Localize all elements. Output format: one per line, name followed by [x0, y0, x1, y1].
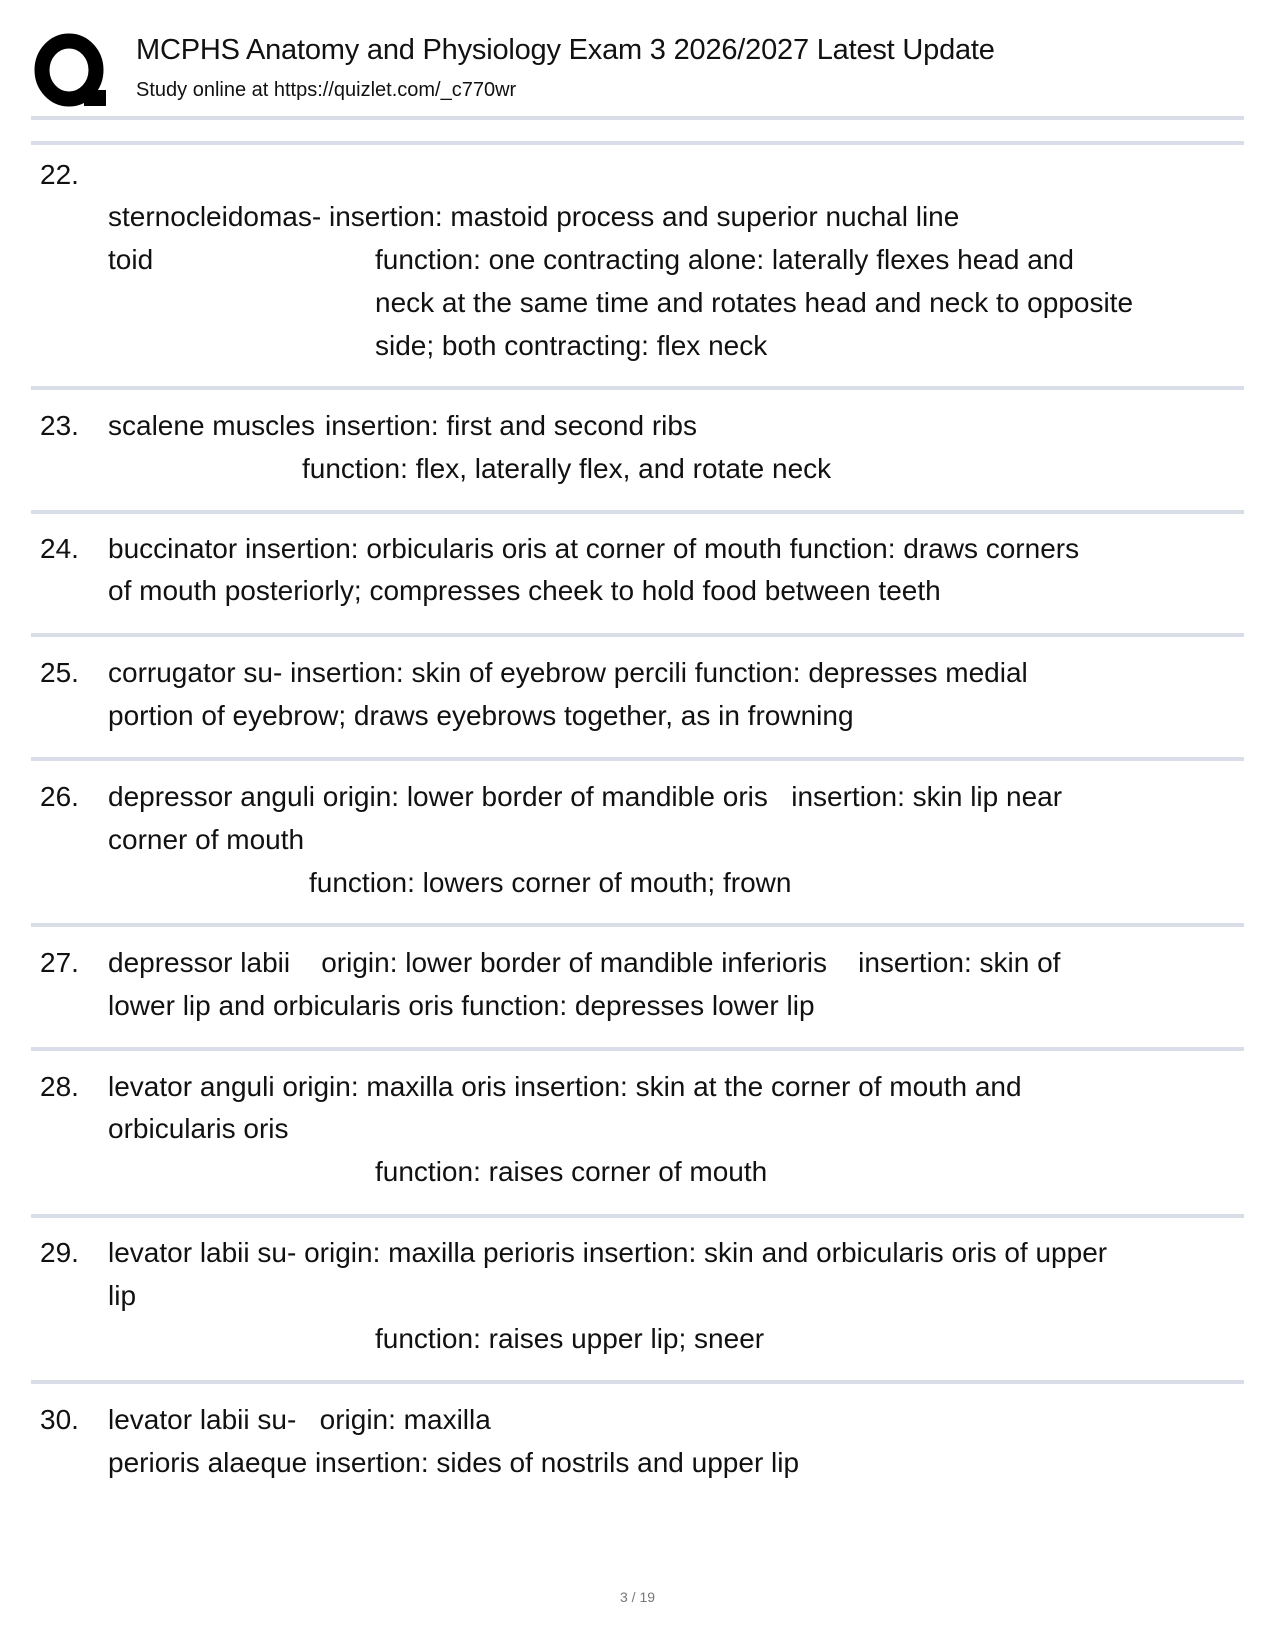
item-number: 29.	[40, 1237, 79, 1268]
header-divider-secondary	[31, 141, 1244, 145]
item-text-line: depressor labii origin: lower border of mandible inferioris insertion: skin of	[108, 947, 1061, 978]
item-text-line: portion of eyebrow; draws eyebrows together, as in frowning	[108, 700, 854, 731]
item-text-line: corner of mouth	[108, 824, 305, 855]
item-number: 23.	[40, 410, 79, 441]
item-definition-line: function: raises corner of mouth	[375, 1156, 768, 1187]
item-text-line: lower lip and orbicularis oris function: depresses lower lip	[108, 990, 815, 1021]
item-definition-line: function: flex, laterally flex, and rotate neck	[302, 453, 832, 484]
item-text-line: levator anguli origin: maxilla oris insertion: skin at the corner of mouth and	[108, 1071, 1022, 1102]
item-text-line: levator labii su- origin: maxilla perioris insertion: skin and orbicularis oris of upper	[108, 1237, 1108, 1268]
item-divider	[31, 1214, 1244, 1218]
item-text-line: levator labii su- origin: maxilla	[108, 1404, 491, 1435]
item-term-line: toid	[108, 244, 154, 275]
item-number: 26.	[40, 781, 79, 812]
item-number: 30.	[40, 1404, 79, 1435]
item-divider	[31, 510, 1244, 514]
item-text-line: buccinator insertion: orbicularis oris at corner of mouth function: draws corners	[108, 533, 1080, 564]
item-number: 22.	[40, 159, 79, 190]
item-number: 28.	[40, 1071, 79, 1102]
quizlet-q-logo-icon	[32, 32, 112, 112]
item-definition-line: function: one contracting alone: laterally flexes head and	[375, 244, 1074, 275]
item-term-line: sternocleidomas- insertion: mastoid process and superior nuchal line	[108, 201, 960, 232]
item-divider	[31, 1380, 1244, 1384]
study-online-link[interactable]: Study online at https://quizlet.com/_c770wr	[136, 79, 517, 101]
item-text-line: corrugator su- insertion: skin of eyebrow percili function: depresses medial	[108, 657, 1028, 688]
header-divider	[31, 116, 1244, 120]
item-definition-line: function: lowers corner of mouth; frown	[309, 867, 792, 898]
item-number: 25.	[40, 657, 79, 688]
item-divider	[31, 757, 1244, 761]
item-text-line: of mouth posteriorly; compresses cheek to hold food between teeth	[108, 575, 941, 606]
item-divider	[31, 633, 1244, 637]
item-text-line: lip	[108, 1280, 137, 1311]
document-title: MCPHS Anatomy and Physiology Exam 3 2026/2027 Latest Update	[136, 34, 995, 66]
item-text-line: perioris alaeque insertion: sides of nostrils and upper lip	[108, 1447, 800, 1478]
item-divider	[31, 923, 1244, 927]
item-term: scalene muscles	[108, 410, 315, 441]
item-number: 24.	[40, 533, 79, 564]
item-definition-line: insertion: first and second ribs	[325, 410, 697, 441]
item-text-line: orbicularis oris	[108, 1113, 289, 1144]
item-divider	[31, 386, 1244, 390]
item-definition-line: neck at the same time and rotates head and neck to opposite	[375, 287, 1134, 318]
item-number: 27.	[40, 947, 79, 978]
item-text-line: depressor anguli origin: lower border of mandible oris insertion: skin lip near	[108, 781, 1063, 812]
item-definition-line: function: raises upper lip; sneer	[375, 1323, 765, 1354]
item-definition-line: side; both contracting: flex neck	[375, 330, 768, 361]
page-indicator: 3 / 19	[619, 1589, 656, 1605]
item-divider	[31, 1047, 1244, 1051]
